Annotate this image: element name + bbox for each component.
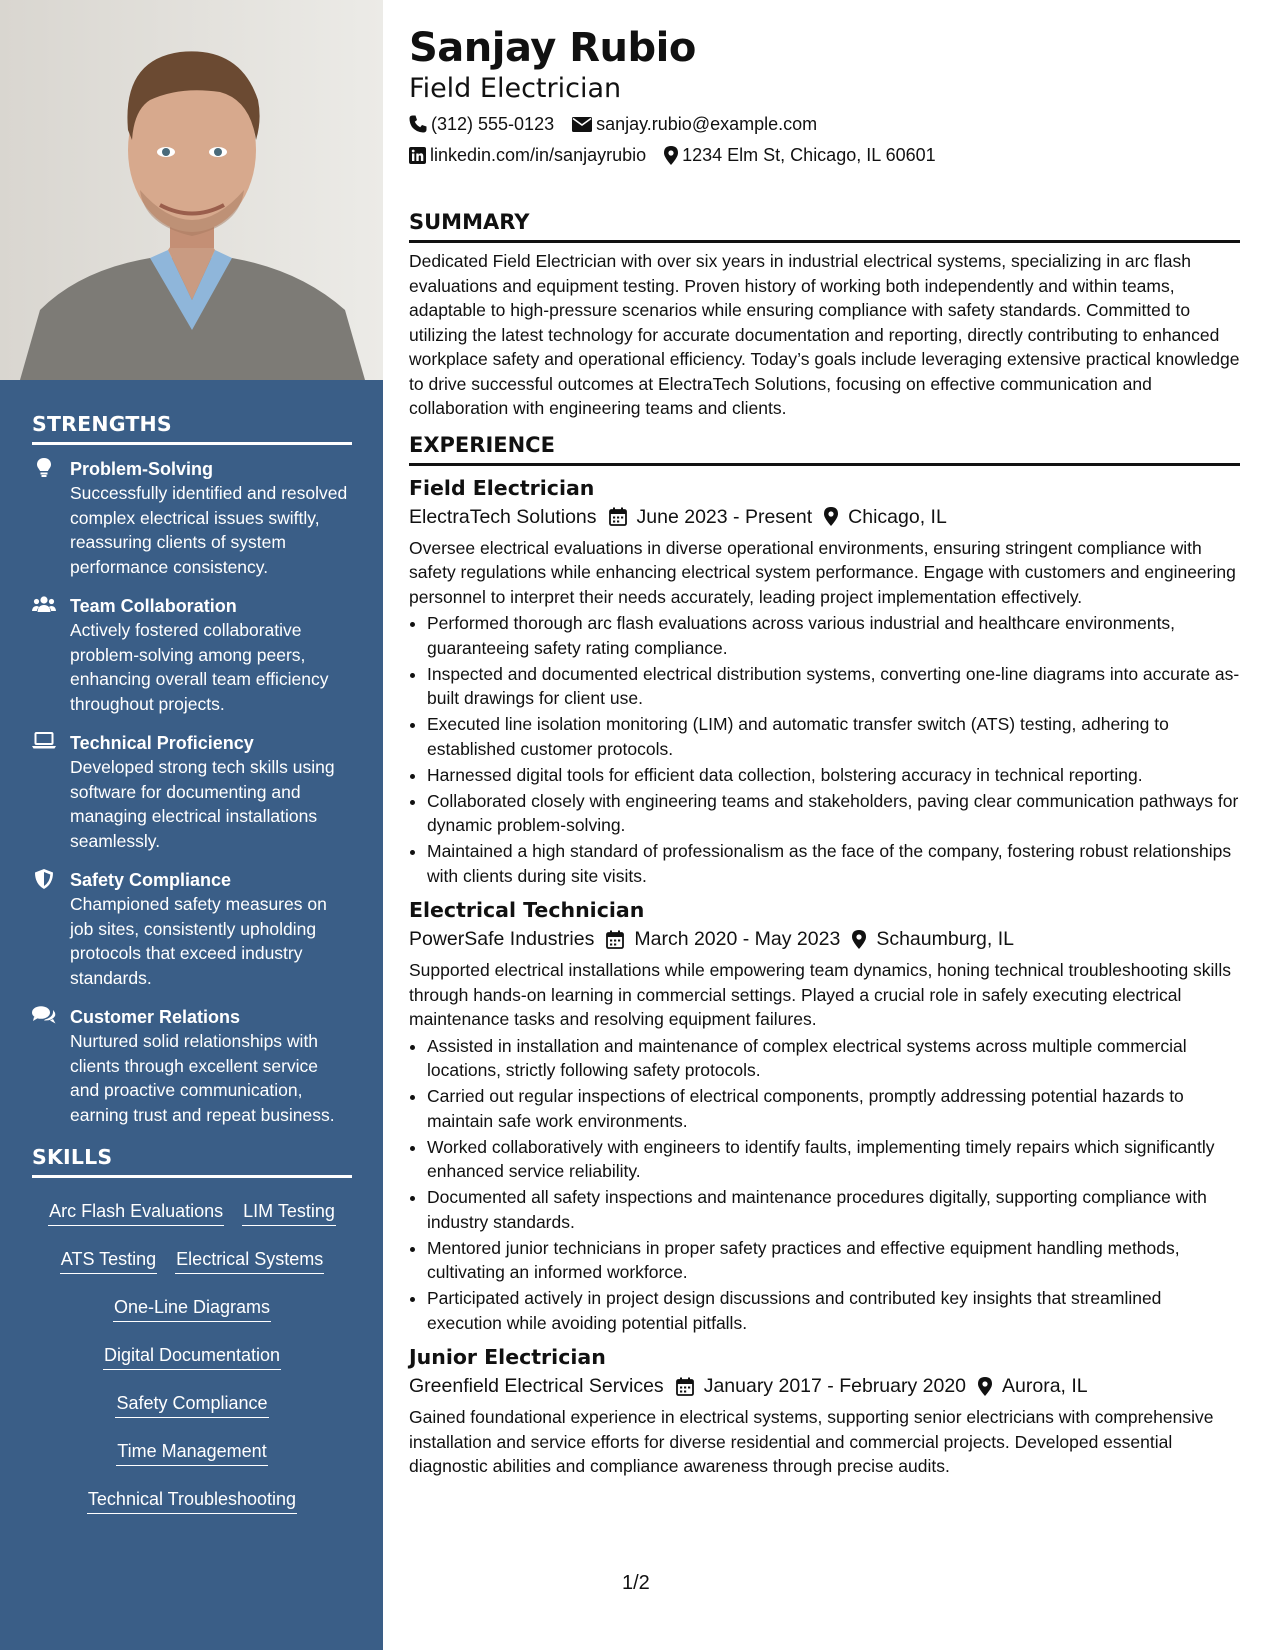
job-bullet: • Assisted in installation and maintenance of complex electrical systems across multiple commercial locations, strictly following safety protocols.: [427, 1034, 1240, 1083]
skill-tag: Arc Flash Evaluations: [48, 1198, 224, 1226]
job-description: Gained foundational experience in electrical systems, supporting senior electricians with comprehensive installation and service efforts for diverse residential and commercial projects. Developed essential diagnostic abilities and compliance awareness through precise audits.: [409, 1407, 1214, 1476]
map-pin-icon: [824, 507, 838, 526]
contact-row: [409, 142, 1240, 168]
job-entry: [409, 1343, 1240, 1479]
experience-heading: EXPERIENCE: [409, 431, 1240, 466]
job-entry: [409, 474, 1240, 889]
job-meta: [409, 502, 1240, 532]
job-bullet: • Executed line isolation monitoring (LIM) and automatic transfer switch (ATS) testing, adhering to established customer protocols.: [427, 712, 1240, 761]
map-pin-icon: [978, 1377, 992, 1396]
address-text: 1234 Elm St, Chicago, IL 60601: [682, 145, 936, 165]
email-contact[interactable]: [572, 111, 817, 137]
job-description: Supported electrical installations while empowering team dynamics, honing technical troubleshooting skills through hands-on learning in commercial settings. Played a crucial role in safely executing electrical maintenance tasks and resolving equipment failures.: [409, 960, 1231, 1029]
skills-list: [32, 1190, 352, 1514]
map-pin-icon: [852, 930, 866, 949]
map-pin-icon: [664, 146, 678, 165]
calendar-icon: [606, 930, 624, 949]
job-bullet: • Harnessed digital tools for efficient data collection, bolstering accuracy in technical reporting.: [427, 763, 1240, 788]
job-bullet: • Collaborated closely with engineering teams and stakeholders, paving clear communication pathways for dynamic problem-solving.: [427, 789, 1240, 838]
strength-item: [32, 457, 352, 579]
strength-title: Customer Relations: [70, 1007, 241, 1027]
job-title: Junior Electrician: [409, 1345, 606, 1369]
job-bullets: [409, 1034, 1240, 1336]
comments-icon: [32, 1006, 56, 1026]
strength-item: [32, 1005, 352, 1127]
contact-row: [409, 111, 1240, 137]
job-bullet: • Participated actively in project design discussions and contributed key insights that streamlined execution while avoiding potential pitfalls.: [427, 1286, 1240, 1335]
job-bullet: • Inspected and documented electrical distribution systems, converting one-line diagrams into accurate as-built drawings for client use.: [427, 662, 1240, 711]
main-content: [409, 22, 1240, 1479]
linkedin-text: linkedin.com/in/sanjayrubio: [430, 145, 647, 165]
sidebar: [0, 0, 383, 1650]
skill-tag: Time Management: [116, 1438, 267, 1466]
job-title: Electrical Technician: [409, 898, 645, 922]
job-title: Field Electrician: [409, 475, 595, 500]
skills-heading: SKILLS: [32, 1145, 352, 1178]
skill-tag: Technical Troubleshooting: [87, 1486, 297, 1514]
strength-desc: Developed strong tech skills using software for documenting and managing electrical installations seamlessly.: [70, 757, 335, 851]
job-location: Chicago, IL: [848, 505, 947, 528]
strength-desc: Successfully identified and resolved complex electrical issues swiftly, reassuring clients of system performance consistency.: [70, 483, 348, 577]
skill-tag: Digital Documentation: [103, 1342, 281, 1370]
strength-title: Technical Proficiency: [70, 733, 254, 753]
job-bullet: • Performed thorough arc flash evaluations across various industrial and healthcare environments, guaranteeing safety rating compliance.: [427, 611, 1240, 660]
candidate-title: Field Electrician: [409, 73, 622, 104]
shield-icon: [32, 869, 56, 889]
laptop-icon: [32, 732, 56, 752]
job-dates: June 2023 - Present: [636, 505, 813, 528]
job-bullet: • Worked collaboratively with engineers to identify faults, implementing timely repairs which significantly enhanced service reliability.: [427, 1135, 1240, 1184]
job-bullet: • Maintained a high standard of professionalism as the face of the company, fostering robust relationships with clients during site visits.: [427, 839, 1240, 888]
job-meta: [409, 1371, 1240, 1401]
strength-item: [32, 868, 352, 990]
strength-title: Team Collaboration: [70, 596, 237, 616]
phone-icon: [409, 115, 427, 133]
strengths-heading: STRENGTHS: [32, 412, 352, 445]
strength-title: Safety Compliance: [70, 870, 232, 890]
strength-item: [32, 731, 352, 853]
email-text: sanjay.rubio@example.com: [596, 114, 818, 134]
job-location: Aurora, IL: [1002, 1375, 1088, 1397]
job-location: Schaumburg, IL: [876, 928, 1014, 950]
candidate-name: Sanjay Rubio: [409, 25, 696, 71]
envelope-icon: [572, 117, 592, 132]
users-icon: [32, 595, 56, 615]
skill-tag: Electrical Systems: [175, 1246, 324, 1274]
job-bullet: • Documented all safety inspections and maintenance procedures digitally, supporting compliance with industry standards.: [427, 1185, 1240, 1234]
strength-desc: Actively fostered collaborative problem-solving among peers, enhancing overall team efficiency throughout projects.: [70, 620, 329, 714]
strength-item: [32, 594, 352, 716]
job-bullets: [409, 611, 1240, 888]
linkedin-icon: [409, 147, 426, 164]
company-name: Greenfield Electrical Services: [409, 1375, 664, 1397]
strength-desc: Championed safety measures on job sites, consistently upholding protocols that exceed industry standards.: [70, 894, 327, 988]
skill-tag: ATS Testing: [60, 1246, 157, 1274]
phone-contact[interactable]: [409, 111, 554, 137]
summary-heading: SUMMARY: [409, 208, 1240, 243]
strength-title: Problem-Solving: [70, 459, 214, 479]
phone-text: (312) 555-0123: [431, 114, 555, 134]
sidebar-content: [32, 412, 352, 1514]
calendar-icon: [609, 507, 627, 526]
job-description: Oversee electrical evaluations in diverse operational environments, ensuring stringent compliance with safety regulations while enhancing electrical system performance. Engage with customers and engineering personnel to interpret their needs accurately, leading project implementation effectively.: [409, 537, 1236, 607]
address-contact: [664, 142, 936, 168]
profile-photo: [0, 0, 383, 380]
skill-tag: LIM Testing: [242, 1198, 336, 1226]
strength-desc: Nurtured solid relationships with clients through excellent service and proactive communication, earning trust and repeat business.: [70, 1031, 335, 1125]
linkedin-contact[interactable]: [409, 142, 646, 168]
job-bullet: • Carried out regular inspections of electrical components, promptly addressing potential hazards to maintain safe work environments.: [427, 1084, 1240, 1133]
company-name: ElectraTech Solutions: [409, 505, 597, 528]
summary-text: Dedicated Field Electrician with over six years in industrial electrical systems, specializing in arc flash evaluations and equipment testing. Proven history of working both independently and within teams, adaptable to high-pressure scenarios while ensuring compliance with safety standards. Committed to utilizing the latest technology for accurate documentation and reporting, directly contributing to enhanced workplace safety and operational efficiency. Today’s goals include leveraging extensive practical knowledge to drive successful outcomes at ElectraTech Solutions, focusing on effective communication and collaboration with engineering teams and clients.: [409, 251, 1240, 418]
calendar-icon: [676, 1377, 694, 1396]
job-dates: March 2020 - May 2023: [634, 928, 841, 950]
lightbulb-icon: [32, 458, 56, 478]
job-dates: January 2017 - February 2020: [703, 1375, 967, 1397]
skill-tag: One-Line Diagrams: [113, 1294, 271, 1322]
page-number: 1/2: [622, 1572, 650, 1594]
job-bullet: • Mentored junior technicians in proper safety practices and effective equipment handling methods, cultivating an informed workforce.: [427, 1236, 1240, 1285]
job-meta: [409, 924, 1240, 954]
job-entry: [409, 896, 1240, 1335]
company-name: PowerSafe Industries: [409, 928, 595, 950]
skill-tag: Safety Compliance: [115, 1390, 268, 1418]
